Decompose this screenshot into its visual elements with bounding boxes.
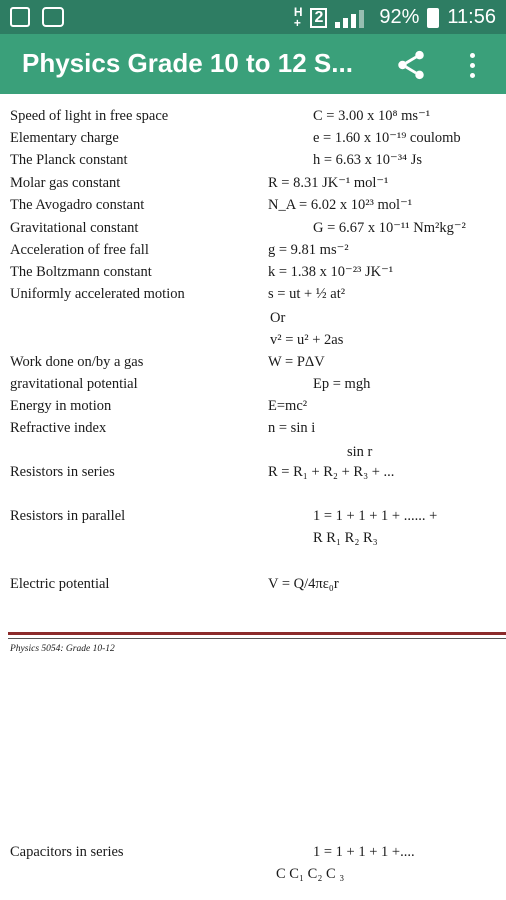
network-type-icon: H + (293, 4, 303, 30)
notification-icon (10, 7, 30, 27)
formula-label: The Boltzmann constant (10, 264, 152, 280)
page-title: Physics Grade 10 to 12 S... (22, 48, 353, 78)
page-footer: Physics 5054: Grade 10-12 (10, 644, 115, 654)
or-text: Or (270, 310, 286, 326)
formula: g = 9.81 ms⁻² (268, 242, 349, 258)
battery-icon (427, 8, 439, 28)
status-bar (0, 0, 506, 34)
formula: C = 3.00 x 10⁸ ms⁻¹ (313, 108, 431, 124)
status-left-icons (10, 7, 64, 27)
formula: n = sin i (268, 420, 316, 436)
formula-label: Gravitational constant (10, 220, 139, 236)
message-icon (42, 7, 64, 27)
formula: h = 6.63 x 10⁻³⁴ Js (313, 152, 423, 168)
formula-label: gravitational potential (10, 376, 138, 392)
formula: E=mc² (268, 398, 308, 414)
formula-label: Refractive index (10, 420, 107, 436)
share-icon[interactable] (394, 48, 428, 82)
formula: G = 6.67 x 10⁻¹¹ Nm²kg⁻² (313, 220, 466, 236)
formula-label: Energy in motion (10, 398, 112, 414)
formula: e = 1.60 x 10⁻¹⁹ coulomb (313, 130, 461, 146)
formula: 1 = 1 + 1 + 1 +.... (313, 844, 415, 860)
status-right (294, 6, 496, 29)
formula: R R₁ R₂ R₃ (313, 530, 378, 546)
page-divider (8, 632, 506, 635)
signal-icon (335, 8, 371, 28)
formula-label: Resistors in parallel (10, 508, 126, 524)
formula: 1 = 1 + 1 + 1 + ...... + (313, 508, 438, 524)
formula-label: Resistors in series (10, 464, 115, 480)
formula: sin r (347, 444, 373, 460)
battery-percent: 92% (379, 6, 420, 28)
formula: C C₁ C₂ C ₃ (276, 866, 345, 882)
document-page (0, 94, 506, 900)
formula: k = 1.38 x 10⁻²³ JK⁻¹ (268, 264, 394, 280)
formula-label: Work done on/by a gas (10, 354, 144, 370)
formula-label: Electric potential (10, 576, 110, 592)
formula-label: The Avogadro constant (10, 197, 145, 213)
app-bar (0, 34, 506, 94)
formula-label: Speed of light in free space (10, 108, 169, 124)
formula: v² = u² + 2as (270, 332, 344, 348)
formula-label: Molar gas constant (10, 175, 121, 191)
sim-icon: 2 (310, 8, 327, 28)
formula: V = Q/4πε₀r (268, 576, 339, 592)
clock: 11:56 (447, 6, 496, 28)
more-options-icon[interactable] (462, 50, 482, 80)
formula-label: Acceleration of free fall (10, 242, 149, 258)
formula-label: The Planck constant (10, 152, 128, 168)
formula: Ep = mgh (313, 376, 371, 392)
formula: W = PΔV (268, 354, 325, 370)
formula: N_A = 6.02 x 10²³ mol⁻¹ (268, 197, 413, 213)
formula: R = R₁ + R₂ + R₃ + ... (268, 464, 395, 480)
formula: R = 8.31 JK⁻¹ mol⁻¹ (268, 175, 389, 191)
formula-label: Uniformly accelerated motion (10, 286, 185, 302)
formula: s = ut + ½ at² (268, 286, 346, 302)
formula-label: Elementary charge (10, 130, 119, 146)
formula-label: Capacitors in series (10, 844, 124, 860)
page-divider (8, 638, 506, 639)
